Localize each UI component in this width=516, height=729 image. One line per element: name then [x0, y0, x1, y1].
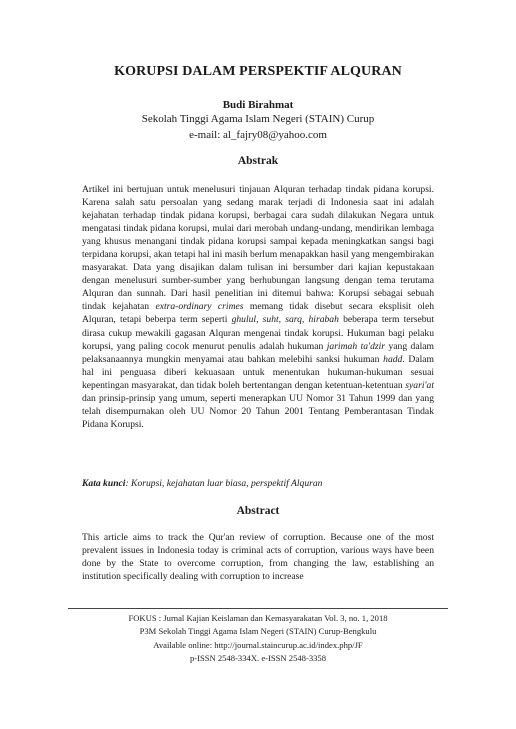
abstrak-text-3: beberapa term tersebut dirasa cukup mewakili gagasan Alquran mengenai tindak korupsi. Hukuman bagi pelaku korupsi, yang paling cocok menurut penulis adalah hukuman — [82, 314, 435, 352]
footer-publisher: P3M Sekolah Tinggi Agama Islam Negeri (STAIN) Curup-Bengkulu — [139, 626, 377, 637]
abstrak-text-2: memang tidak disebut secara eksplisit oleh Alquran, tetapi beberpa term seperti — [82, 301, 434, 326]
keywords-list: : Korupsi, kejahatan luar biasa, perspektif Alquran — [125, 478, 323, 489]
abstrak-term-1: extra-ordinary crimes — [155, 301, 244, 313]
author-name: Budi Birahmat — [222, 99, 294, 111]
journal-footer — [0, 612, 516, 665]
abstrak-term-3: jarimah ta'dzir — [326, 340, 386, 352]
abstrak-body — [82, 183, 434, 431]
abstrak-text-4: yang dalam pelaksanaannya mungkin menyamai atau bahkan melebihi sanksi hukuman — [82, 340, 435, 365]
abstrak-text-5: . Dalam hal ini penguasa diberi kekuasaan untuk menentukan hukuman-hukuman sesuai kepentingan masyarakat, dan tidak boleh bertentangan dengan ketentuan-ketentuan — [82, 353, 434, 391]
footer-issn: p-ISSN 2548-334X. e-ISSN 2548-3358 — [189, 652, 327, 663]
abstrak-text-6: dan prinsip-prinsip yang umum, seperti menerapkan UU Nomor 31 Tahun 1999 dan yang telah disempurnakan oleh UU Nomor 20 Tahun 2001 Tentang Pemberantasan Tindak Pidana Korupsi. — [82, 392, 434, 430]
footer-divider — [68, 608, 448, 609]
author-email: e-mail: al_fajry08@yahoo.com — [189, 129, 327, 141]
keywords-label: Kata kunci — [82, 478, 126, 489]
author-affiliation: Sekolah Tinggi Agama Islam Negeri (STAIN) Curup — [141, 113, 375, 125]
paper-title: KORUPSI DALAM PERSPEKTIF ALQURAN — [114, 64, 402, 79]
abstract-body: This article aims to track the Qur'an review of corruption. Because one of the most prevalent issues in Indonesia today is criminal acts of corruption, various ways have been done by the State to overcome corruption, from changing the law, establishing an institution specifically dealing with corruption to increase — [82, 532, 434, 583]
abstrak-text-1: Artikel ini bertujuan untuk menelusuri tinjauan Alquran terhadap tindak pidana korupsi. Karena salah satu persoalan yang sedang marak terjadi di Indonesia saat ini adalah kejahatan terhadap tindak pidana korupsi, berbagai cara sudah dilakukan Negara untuk mengatasi tindak pidana korupsi, mulai dari merobah undang-undang, mendirikan lembaga yang khusus menangani tindak pidana korupsi sampai kepada meningkatkan sangsi bagi terpidana korupsi, akan tetapi hal ini masih berlum menapakkan hasil yang mengembirakan masyarakat. Data yang disajikan dalam tulisan ini bersumber dari kajian kepustakaan dengan menelusuri sumber-sumber yang berhubungan langsung dengan tema terutama Alquran dan sunnah. Dari hasil penelitian ini ditemui bahwa: Korupsi sebagai sebuah tindak kejahatan — [82, 184, 434, 313]
abstrak-term-4: hadd — [383, 353, 403, 365]
footer-journal: FOKUS : Jurnal Kajian Keislaman dan Kemasyarakatan Vol. 3, no. 1, 2018 — [128, 613, 388, 623]
footer-url: Available online: http://journal.staincurup.ac.id/index.php/JF — [153, 639, 363, 650]
abstrak-term-2: ghulul, suht, sarq, hirabah — [231, 314, 339, 326]
abstrak-term-5: syari'at — [405, 379, 434, 391]
keywords — [82, 477, 434, 490]
abstract-heading: Abstract — [236, 505, 280, 517]
abstrak-heading: Abstrak — [237, 155, 279, 167]
